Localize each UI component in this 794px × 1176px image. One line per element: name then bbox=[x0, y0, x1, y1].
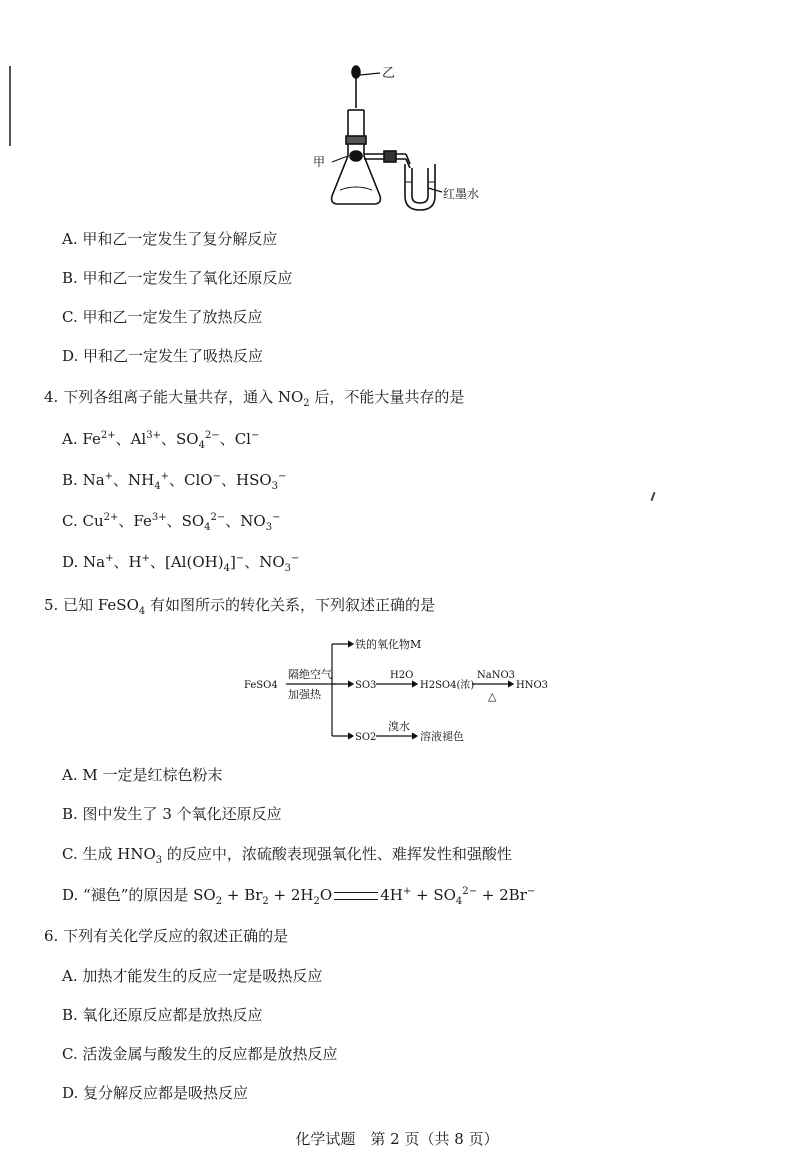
node-solution-fades: 溶液褪色 bbox=[420, 730, 464, 743]
q4-option-b: B. Na+、$NH_4^+$、ClO−、$HSO_3^-$ bbox=[62, 471, 287, 492]
q5-option-b: B. 图中发生了 3 个氧化还原反应 bbox=[62, 805, 282, 823]
arrow-label-nano3: NaNO3 bbox=[477, 670, 516, 681]
q6-option-c: C. 活泼金属与酸发生的反应都是放热反应 bbox=[62, 1045, 338, 1063]
q4-stem: 4. 下列各组离子能大量共存，通入 $NO_2$ 后，不能大量共存的是 bbox=[44, 388, 465, 409]
q6-stem: 6. 下列有关化学反应的叙述正确的是 bbox=[44, 927, 289, 945]
q6-option-b: B. 氧化还原反应都是放热反应 bbox=[62, 1006, 263, 1024]
q3-option-a: A. 甲和乙一定发生了复分解反应 bbox=[62, 230, 278, 248]
cond-no-air: 隔绝空气 bbox=[288, 668, 332, 681]
node-so2: SO2 bbox=[355, 732, 377, 743]
arrow-label-heat: △ bbox=[488, 690, 497, 703]
label-jia: 甲 bbox=[313, 155, 326, 169]
q4-option-a: A. $Fe^{2+}$、$Al^{3+}$、$SO_4^{2-}$、Cl− bbox=[62, 430, 260, 451]
arrow-label-h2o: H2O bbox=[390, 670, 414, 681]
arrow-label-bromine-water: 溴水 bbox=[388, 720, 410, 733]
q4-option-c: C. $Cu^{2+}$、$Fe^{3+}$、$SO_4^{2-}$、$NO_3^-$ bbox=[62, 512, 281, 533]
q3-option-d: D. 甲和乙一定发生了吸热反应 bbox=[62, 347, 264, 365]
scan-speck bbox=[651, 492, 656, 501]
label-red-ink: 红墨水 bbox=[443, 187, 480, 201]
q5-option-d: D. “褪色”的原因是 $SO_2 + Br_2 + 2H_2O$ $4H^+ + SO_4^{2-} + 2Br^-$ bbox=[62, 886, 536, 907]
page-footer: 化学试题 第 2 页（共 8 页） bbox=[295, 1130, 499, 1148]
q5-stem: 5. 已知 FeSO$_4$ 有如图所示的转化关系，下列叙述正确的是 bbox=[44, 596, 436, 617]
dropper-leader bbox=[360, 73, 380, 75]
equals-sign bbox=[334, 892, 378, 900]
dropper-bulb bbox=[352, 66, 360, 78]
q3-option-b: B. 甲和乙一定发生了氧化还原反应 bbox=[62, 269, 293, 287]
q5-option-a: A. M 一定是红棕色粉末 bbox=[62, 766, 223, 784]
q6-option-a: A. 加热才能发生的反应一定是吸热反应 bbox=[62, 967, 323, 985]
node-iron-oxide-m: 铁的氧化物M bbox=[355, 638, 422, 651]
q4-option-d: D. Na+、H+、$[Al(OH)_4]^-$、$NO_3^-$ bbox=[62, 553, 300, 574]
scan-edge-mark bbox=[9, 66, 11, 146]
label-yi: 乙 bbox=[382, 66, 396, 81]
node-so3: SO3 bbox=[355, 680, 377, 691]
node-feso4: FeSO4 bbox=[244, 680, 278, 691]
q3-option-c: C. 甲和乙一定发生了放热反应 bbox=[62, 308, 263, 326]
conversion-diagram bbox=[240, 628, 560, 756]
q5-option-c: C. 生成 $HNO_3$ 的反应中，浓硫酸表现强氧化性、难挥发性和强酸性 bbox=[62, 845, 512, 866]
cond-strong-heat: 加强热 bbox=[288, 688, 321, 701]
node-h2so4-conc: H2SO4(浓) bbox=[420, 680, 475, 691]
q6-option-d: D. 复分解反应都是吸热反应 bbox=[62, 1084, 249, 1102]
apparatus-figure bbox=[310, 58, 500, 218]
node-hno3: HNO3 bbox=[516, 680, 549, 691]
